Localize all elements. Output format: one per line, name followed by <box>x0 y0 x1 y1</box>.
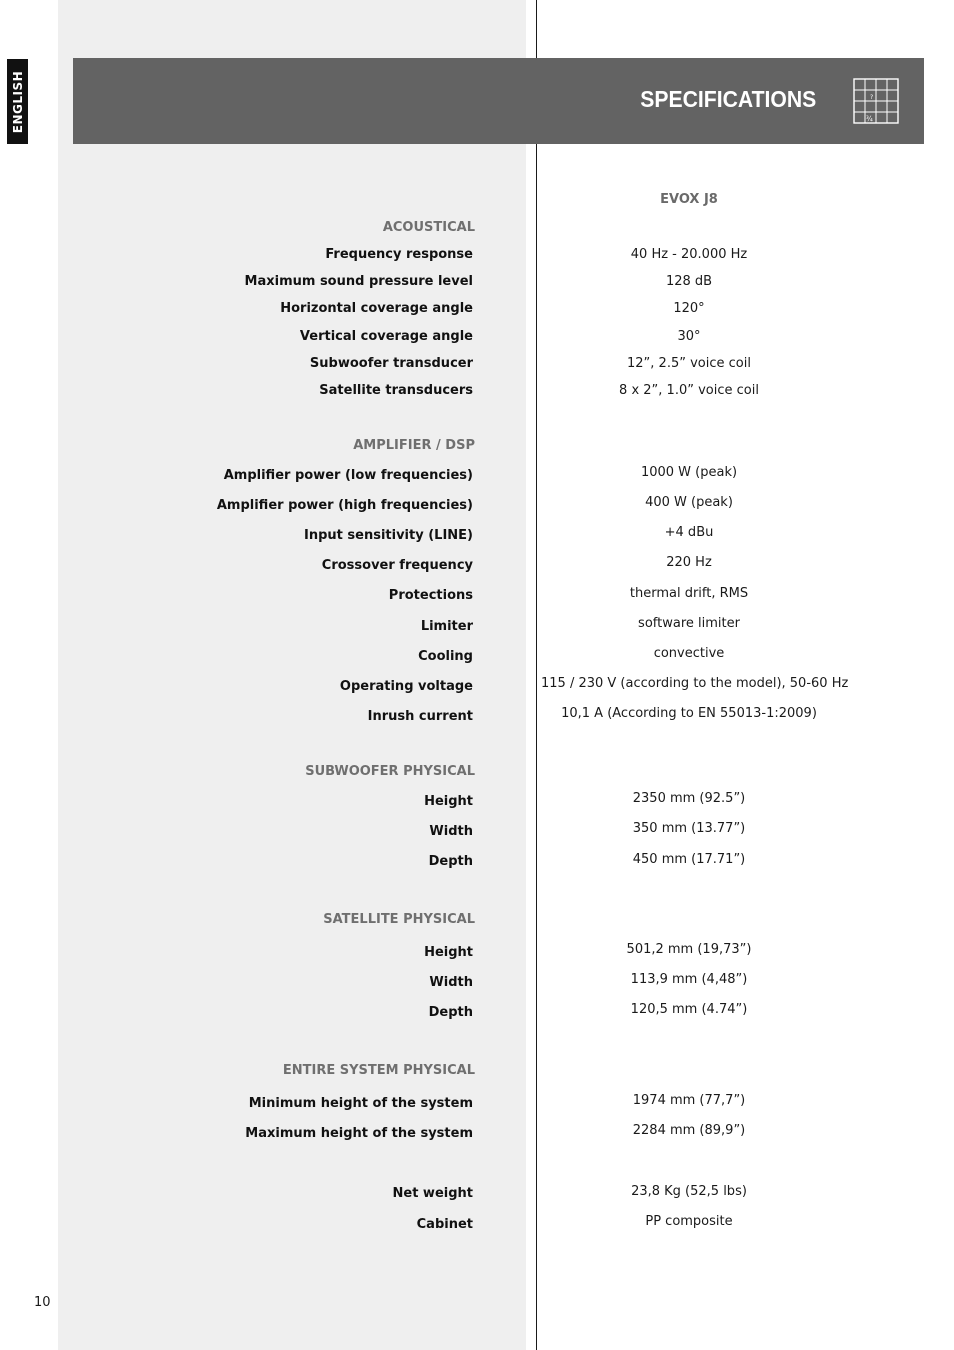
spec-label: Cabinet <box>416 1217 473 1232</box>
spec-label: Operating voltage <box>339 679 473 694</box>
spec-value: 120,5 mm (4.74”) <box>630 1002 748 1017</box>
grid-icon-mark-2: ¾ <box>866 115 873 123</box>
spec-value: 1974 mm (77,7”) <box>632 1093 746 1108</box>
section-title-entire-system-physical: ENTIRE SYSTEM PHYSICAL <box>282 1063 475 1078</box>
spec-value: thermal drift, RMS <box>629 586 749 601</box>
spec-label: Inrush current <box>367 709 473 724</box>
spec-value: 128 dB <box>665 274 713 289</box>
spec-value: 400 W (peak) <box>645 495 733 510</box>
spec-value: 1000 W (peak) <box>640 465 738 480</box>
spec-label: Amplifier power (high frequencies) <box>216 498 473 513</box>
spec-label: Net weight <box>392 1186 473 1201</box>
spec-label: Input sensitivity (LINE) <box>304 528 473 543</box>
spec-value: 120° <box>673 301 705 316</box>
spec-value: 501,2 mm (19,73”) <box>626 942 752 957</box>
page-title: SPECIFICATIONS <box>640 86 816 112</box>
column-divider <box>536 0 537 1350</box>
spec-value: software limiter <box>638 616 740 631</box>
left-panel <box>58 0 526 1350</box>
grid-icon-mark-1: ? <box>870 94 874 101</box>
spec-label: Cooling <box>418 649 473 664</box>
spec-value: 115 / 230 V (according to the model), 50-60 Hz <box>541 676 849 691</box>
spec-label: Height <box>424 794 473 809</box>
spec-value: 220 Hz <box>666 555 712 570</box>
page-number: 10 <box>34 1295 51 1310</box>
spec-label: Limiter <box>420 619 473 634</box>
spec-value: 10,1 A (According to EN 55013-1:2009) <box>561 706 817 721</box>
language-tab <box>7 59 28 144</box>
spec-label: Satellite transducers <box>319 383 473 398</box>
spec-value: 40 Hz - 20.000 Hz <box>630 247 748 262</box>
header-bar <box>73 58 924 144</box>
language-tab-label: ENGLISH <box>10 70 25 133</box>
spec-value: 23,8 Kg (52,5 lbs) <box>631 1184 747 1199</box>
spec-label: Depth <box>428 854 473 869</box>
spec-value: +4 dBu <box>664 525 714 540</box>
spec-label: Horizontal coverage angle <box>280 301 473 316</box>
model-name: EVOX J8 <box>660 192 718 207</box>
section-title-subwoofer-physical: SUBWOOFER PHYSICAL <box>305 764 475 779</box>
spec-label: Minimum height of the system <box>248 1096 473 1111</box>
spec-label: Height <box>424 945 473 960</box>
spec-label: Amplifier power (low frequencies) <box>223 468 473 483</box>
spec-value: 2284 mm (89,9”) <box>632 1123 746 1138</box>
spec-label: Crossover frequency <box>321 558 473 573</box>
spec-label: Width <box>429 824 473 839</box>
spec-label: Maximum sound pressure level <box>244 274 473 289</box>
spec-value: 350 mm (13.77”) <box>632 821 746 836</box>
spec-value: convective <box>653 646 725 661</box>
spec-label: Frequency response <box>325 247 473 262</box>
spec-label: Vertical coverage angle <box>299 329 473 344</box>
spec-label: Protections <box>388 588 473 603</box>
spec-value: 8 x 2”, 1.0” voice coil <box>619 383 759 398</box>
section-title-amplifier: AMPLIFIER / DSP <box>353 438 475 453</box>
spec-label: Subwoofer transducer <box>309 356 473 371</box>
spec-value: 12”, 2.5” voice coil <box>627 356 751 371</box>
spec-value: 30° <box>677 329 701 344</box>
spec-label: Depth <box>428 1005 473 1020</box>
spec-value: 113,9 mm (4,48”) <box>630 972 748 987</box>
spec-label: Width <box>429 975 473 990</box>
grid-icon <box>853 78 899 124</box>
spec-label: Maximum height of the system <box>245 1126 473 1141</box>
section-title-satellite-physical: SATELLITE PHYSICAL <box>323 912 475 927</box>
spec-value: 450 mm (17.71”) <box>632 852 746 867</box>
section-title-acoustical: ACOUSTICAL <box>382 220 475 235</box>
spec-value: 2350 mm (92.5”) <box>632 791 746 806</box>
spec-value: PP composite <box>645 1214 733 1229</box>
